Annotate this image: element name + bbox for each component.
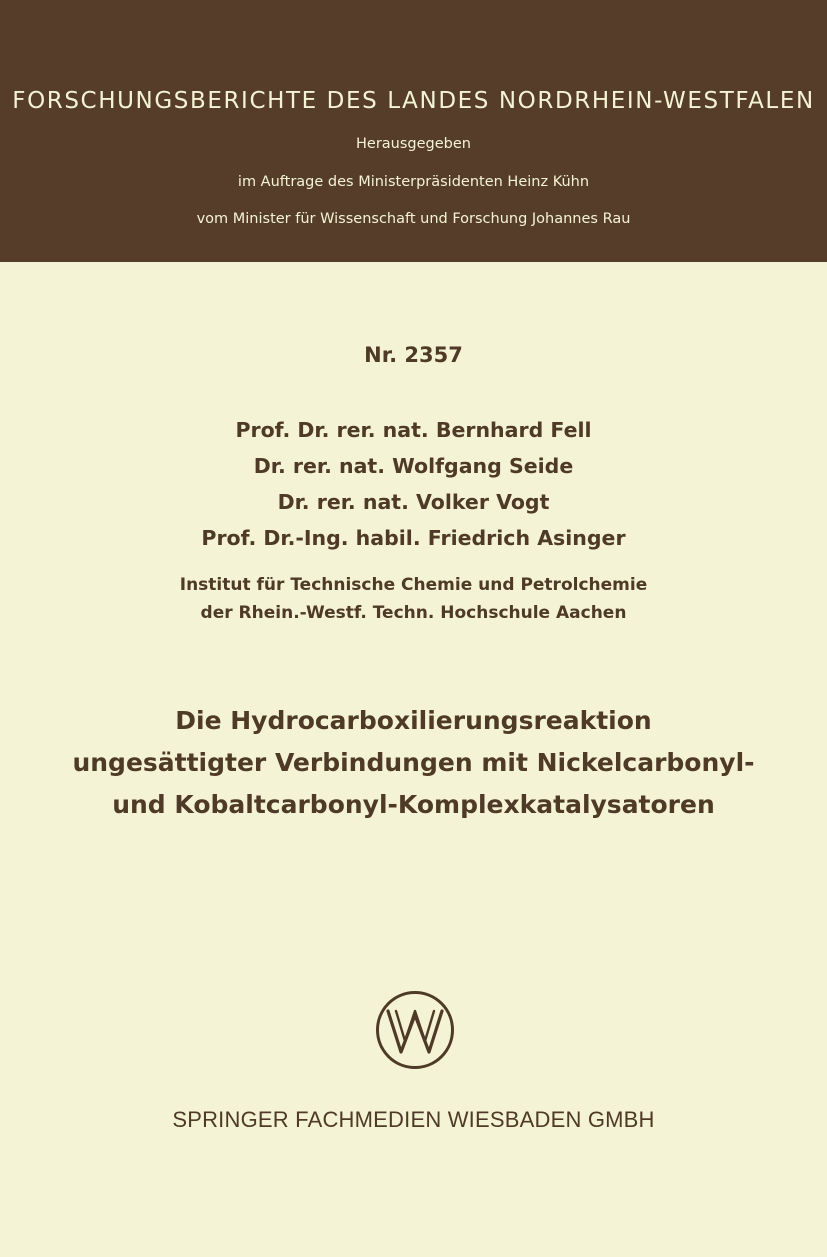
- author-2: Dr. rer. nat. Wolfgang Seide: [253, 454, 574, 478]
- author-1: Prof. Dr. rer. nat. Bernhard Fell: [235, 418, 592, 442]
- author-4: Prof. Dr.-Ing. habil. Friedrich Asinger: [201, 526, 626, 550]
- publisher-name: SPRINGER FACHMEDIEN WIESBADEN GMBH: [172, 1107, 655, 1132]
- institution-line-1: Institut für Technische Chemie und Petrolchemie: [179, 575, 648, 595]
- book-title-line-3: und Kobaltcarbonyl-Komplexkatalysatoren: [112, 790, 715, 819]
- header-editor-line-1: Herausgegeben: [356, 136, 471, 152]
- series-title: FORSCHUNGSBERICHTE DES LANDES NORDRHEIN-WESTFALEN: [12, 88, 815, 114]
- header-editor-line-2: im Auftrage des Ministerpräsidenten Heinz Kühn: [237, 174, 590, 190]
- header-band: [0, 0, 827, 262]
- author-3: Dr. rer. nat. Volker Vogt: [277, 490, 550, 514]
- book-title-line-1: Die Hydrocarboxilierungsreaktion: [175, 706, 652, 735]
- publisher-w-logo-icon: [374, 989, 456, 1071]
- report-number: Nr. 2357: [364, 343, 463, 367]
- institution-line-2: der Rhein.-Westf. Techn. Hochschule Aachen: [200, 603, 627, 623]
- book-title-line-2: ungesättigter Verbindungen mit Nickelcarbonyl-: [72, 748, 755, 777]
- header-editor-line-3: vom Minister für Wissenschaft und Forschung Johannes Rau: [196, 211, 631, 227]
